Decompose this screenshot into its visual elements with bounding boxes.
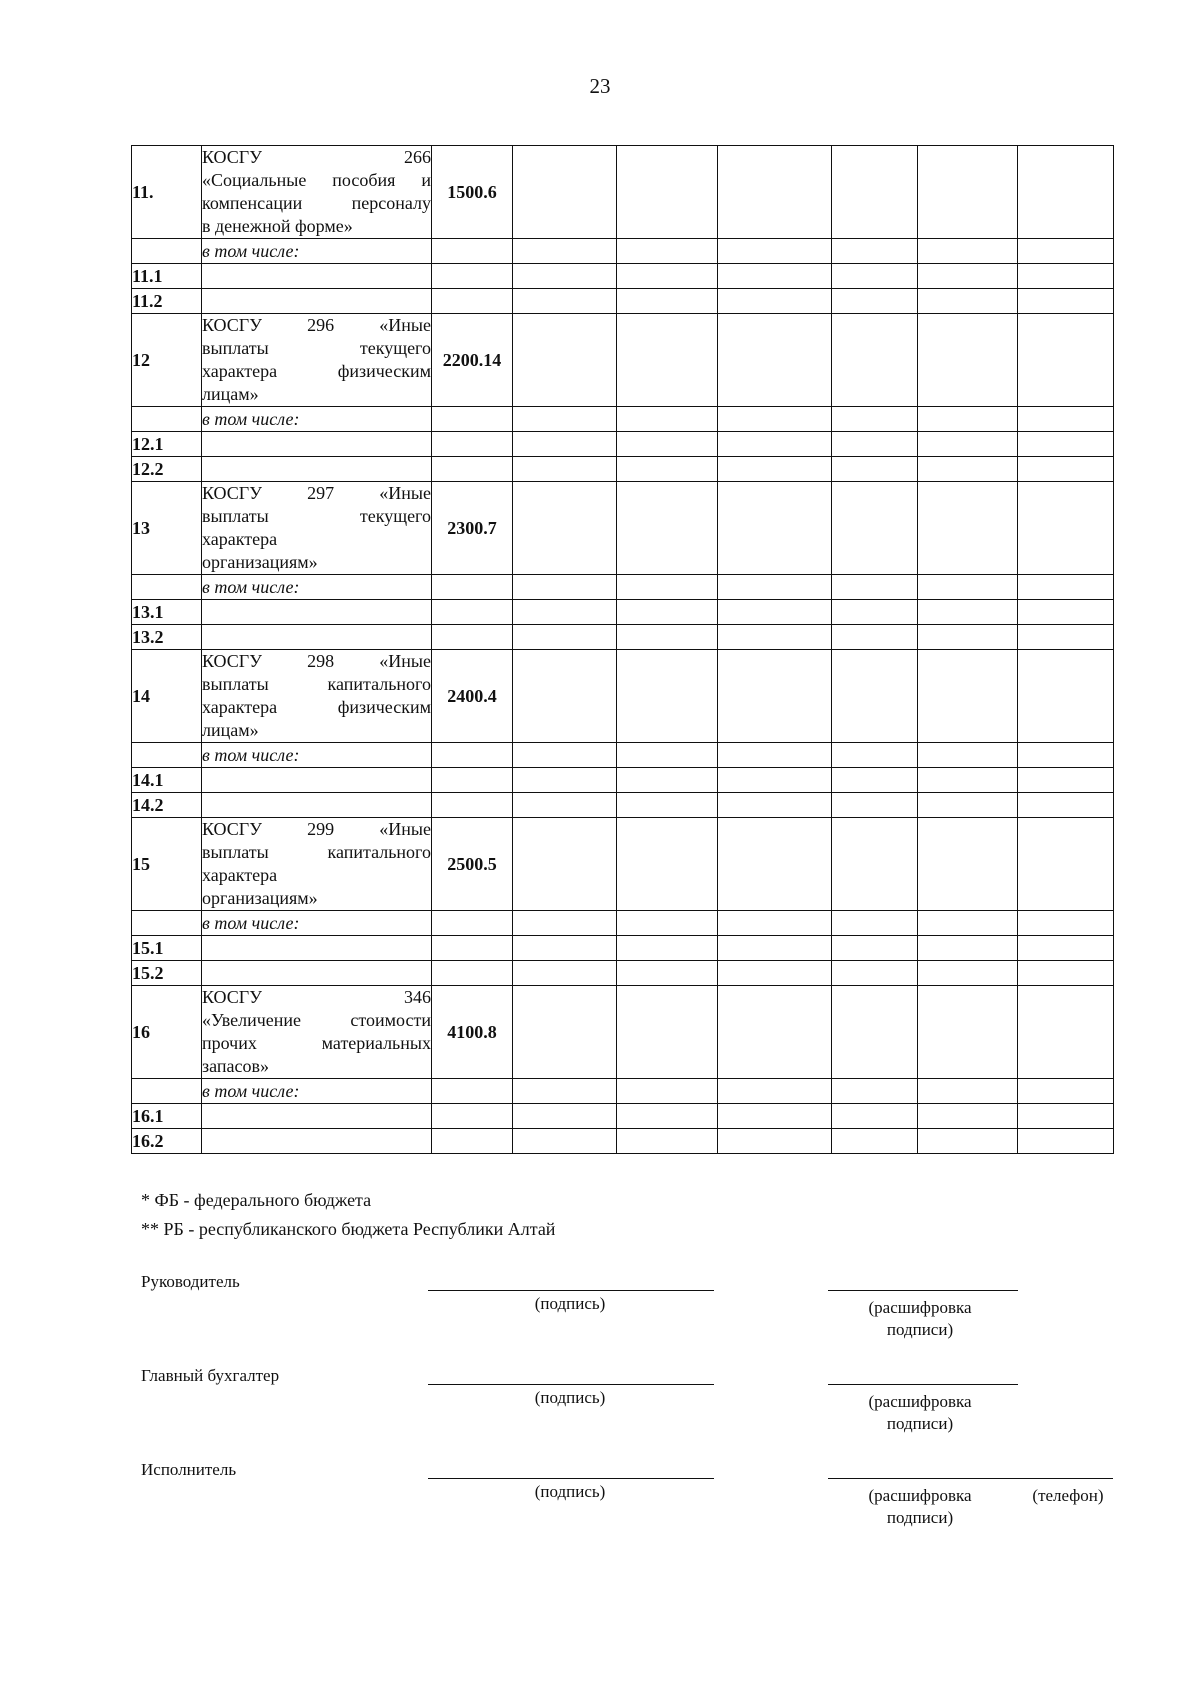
empty-cell xyxy=(513,625,617,650)
row-amount: 2300.7 xyxy=(432,482,513,575)
empty-cell xyxy=(832,457,918,482)
row-number xyxy=(132,1079,202,1104)
empty-cell xyxy=(718,146,832,239)
empty-cell xyxy=(918,793,1018,818)
row-number: 11.1 xyxy=(132,264,202,289)
empty-cell xyxy=(918,600,1018,625)
empty-cell xyxy=(832,432,918,457)
empty-cell xyxy=(513,146,617,239)
description-line: запасов» xyxy=(202,1056,269,1076)
empty-cell xyxy=(1018,793,1114,818)
row-amount xyxy=(432,793,513,818)
table-row xyxy=(132,146,1114,239)
row-number xyxy=(132,239,202,264)
table-row xyxy=(132,1129,1114,1154)
row-number: 12.1 xyxy=(132,432,202,457)
chief-accountant-decode-caption: (расшифровка подписи) xyxy=(868,1392,972,1433)
head-decode-line[interactable] xyxy=(828,1290,1018,1291)
description-line: «Социальные пособия и xyxy=(202,170,431,190)
row-amount xyxy=(432,625,513,650)
row-number xyxy=(132,407,202,432)
empty-cell xyxy=(832,1104,918,1129)
row-amount xyxy=(432,432,513,457)
empty-cell xyxy=(1018,986,1114,1079)
table-row xyxy=(132,264,1114,289)
head-signature-line[interactable] xyxy=(428,1290,714,1291)
empty-cell xyxy=(617,625,718,650)
row-description xyxy=(202,314,432,407)
page-number: 23 xyxy=(589,74,611,98)
executor-decode-caption: (расшифровка подписи) xyxy=(868,1486,972,1527)
empty-cell xyxy=(617,650,718,743)
empty-cell xyxy=(513,314,617,407)
empty-cell xyxy=(918,818,1018,911)
executor-label: Исполнитель xyxy=(141,1460,237,1479)
empty-cell xyxy=(513,911,617,936)
empty-cell xyxy=(718,1104,832,1129)
empty-cell xyxy=(832,768,918,793)
empty-cell xyxy=(918,457,1018,482)
including-label: в том числе: xyxy=(202,407,432,432)
row-amount xyxy=(432,600,513,625)
empty-cell xyxy=(718,407,832,432)
including-label: в том числе: xyxy=(202,743,432,768)
empty-cell xyxy=(832,575,918,600)
table-row xyxy=(132,961,1114,986)
empty-cell xyxy=(617,407,718,432)
empty-cell xyxy=(1018,625,1114,650)
row-description xyxy=(202,1129,432,1154)
description-line: выплаты капитального xyxy=(202,674,431,694)
empty-cell xyxy=(513,818,617,911)
empty-cell xyxy=(832,482,918,575)
table-row xyxy=(132,1079,1114,1104)
row-amount xyxy=(432,961,513,986)
empty-cell xyxy=(617,986,718,1079)
empty-cell xyxy=(1018,961,1114,986)
description-line: выплаты текущего xyxy=(202,338,431,358)
table-row xyxy=(132,314,1114,407)
description-line: характера xyxy=(202,865,278,885)
empty-cell xyxy=(832,986,918,1079)
empty-cell xyxy=(718,625,832,650)
table-body xyxy=(132,146,1114,1154)
empty-cell xyxy=(617,911,718,936)
empty-cell xyxy=(918,239,1018,264)
empty-cell xyxy=(718,743,832,768)
empty-cell xyxy=(918,314,1018,407)
empty-cell xyxy=(1018,289,1114,314)
description-line: характера физическим xyxy=(202,697,431,717)
empty-cell xyxy=(617,289,718,314)
empty-cell xyxy=(718,1079,832,1104)
empty-cell xyxy=(718,1129,832,1154)
empty-cell xyxy=(1018,1079,1114,1104)
row-number: 15.1 xyxy=(132,936,202,961)
empty-cell xyxy=(513,793,617,818)
row-number xyxy=(132,743,202,768)
empty-cell xyxy=(832,911,918,936)
empty-cell xyxy=(513,289,617,314)
empty-cell xyxy=(918,146,1018,239)
empty-cell xyxy=(832,1079,918,1104)
table-row xyxy=(132,768,1114,793)
footnotes xyxy=(141,1190,555,1248)
row-amount xyxy=(432,457,513,482)
table-row xyxy=(132,289,1114,314)
row-description xyxy=(202,961,432,986)
row-number: 16 xyxy=(132,986,202,1079)
empty-cell xyxy=(1018,936,1114,961)
table-row xyxy=(132,650,1114,743)
empty-cell xyxy=(718,264,832,289)
empty-cell xyxy=(832,264,918,289)
empty-cell xyxy=(832,1129,918,1154)
row-amount: 2400.4 xyxy=(432,650,513,743)
empty-cell xyxy=(513,936,617,961)
chief-accountant-signature-caption: (подпись) xyxy=(534,1388,606,1407)
empty-cell xyxy=(1018,650,1114,743)
empty-cell xyxy=(832,793,918,818)
empty-cell xyxy=(617,432,718,457)
table-row xyxy=(132,986,1114,1079)
row-number: 14.2 xyxy=(132,793,202,818)
executor-decode-line[interactable] xyxy=(828,1478,1113,1479)
row-amount: 1500.6 xyxy=(432,146,513,239)
empty-cell xyxy=(718,457,832,482)
executor-signature-caption: (подпись) xyxy=(534,1482,606,1501)
empty-cell xyxy=(1018,146,1114,239)
empty-cell xyxy=(617,457,718,482)
empty-cell xyxy=(513,1129,617,1154)
empty-cell xyxy=(1018,314,1114,407)
empty-cell xyxy=(918,986,1018,1079)
row-description xyxy=(202,264,432,289)
description-line: лицам» xyxy=(202,720,259,740)
empty-cell xyxy=(617,961,718,986)
description-line: прочих материальных xyxy=(202,1033,431,1053)
empty-cell xyxy=(617,239,718,264)
empty-cell xyxy=(832,289,918,314)
empty-cell xyxy=(718,650,832,743)
row-amount xyxy=(432,1079,513,1104)
empty-cell xyxy=(513,432,617,457)
empty-cell xyxy=(513,407,617,432)
table-row xyxy=(132,457,1114,482)
description-line: организациям» xyxy=(202,888,318,908)
empty-cell xyxy=(918,1104,1018,1129)
row-number: 16.2 xyxy=(132,1129,202,1154)
empty-cell xyxy=(513,650,617,743)
empty-cell xyxy=(513,1079,617,1104)
row-amount xyxy=(432,239,513,264)
description-line: КОСГУ 296 «Иные xyxy=(202,315,431,335)
description-line: КОСГУ 266 xyxy=(202,147,431,167)
empty-cell xyxy=(617,793,718,818)
empty-cell xyxy=(1018,743,1114,768)
row-description xyxy=(202,936,432,961)
row-amount xyxy=(432,289,513,314)
empty-cell xyxy=(513,482,617,575)
empty-cell xyxy=(1018,432,1114,457)
head-decode-caption: (расшифровка подписи) xyxy=(868,1298,972,1339)
empty-cell xyxy=(1018,457,1114,482)
empty-cell xyxy=(1018,1129,1114,1154)
row-number: 12 xyxy=(132,314,202,407)
table-row xyxy=(132,911,1114,936)
row-description xyxy=(202,482,432,575)
empty-cell xyxy=(832,239,918,264)
row-amount xyxy=(432,264,513,289)
empty-cell xyxy=(832,600,918,625)
empty-cell xyxy=(1018,911,1114,936)
empty-cell xyxy=(918,289,1018,314)
row-amount: 2500.5 xyxy=(432,818,513,911)
description-line: лицам» xyxy=(202,384,259,404)
empty-cell xyxy=(513,600,617,625)
row-amount xyxy=(432,575,513,600)
table-row xyxy=(132,482,1114,575)
empty-cell xyxy=(832,818,918,911)
row-description xyxy=(202,986,432,1079)
row-number: 14 xyxy=(132,650,202,743)
including-label: в том числе: xyxy=(202,1079,432,1104)
empty-cell xyxy=(918,482,1018,575)
row-amount xyxy=(432,936,513,961)
empty-cell xyxy=(718,986,832,1079)
row-number: 11. xyxy=(132,146,202,239)
row-description xyxy=(202,146,432,239)
executor-signature-line[interactable] xyxy=(428,1478,714,1479)
table-row xyxy=(132,432,1114,457)
description-line: КОСГУ 298 «Иные xyxy=(202,651,431,671)
row-description xyxy=(202,818,432,911)
table-row xyxy=(132,407,1114,432)
row-description xyxy=(202,793,432,818)
empty-cell xyxy=(1018,818,1114,911)
description-line: в денежной форме» xyxy=(202,216,353,236)
executor-phone-caption: (телефон) xyxy=(1032,1486,1104,1505)
empty-cell xyxy=(513,961,617,986)
row-number: 12.2 xyxy=(132,457,202,482)
empty-cell xyxy=(832,625,918,650)
empty-cell xyxy=(1018,768,1114,793)
row-amount: 4100.8 xyxy=(432,986,513,1079)
empty-cell xyxy=(1018,482,1114,575)
description-line: характера xyxy=(202,529,278,549)
empty-cell xyxy=(718,600,832,625)
empty-cell xyxy=(513,457,617,482)
table-row xyxy=(132,239,1114,264)
empty-cell xyxy=(617,600,718,625)
empty-cell xyxy=(1018,575,1114,600)
footnote-fb: * ФБ - федерального бюджета xyxy=(141,1190,372,1210)
empty-cell xyxy=(513,264,617,289)
row-number xyxy=(132,575,202,600)
empty-cell xyxy=(1018,239,1114,264)
table-row xyxy=(132,1104,1114,1129)
row-description xyxy=(202,289,432,314)
description-line: «Увеличение стоимости xyxy=(202,1010,431,1030)
row-amount xyxy=(432,1129,513,1154)
table-row xyxy=(132,575,1114,600)
empty-cell xyxy=(617,1129,718,1154)
empty-cell xyxy=(513,575,617,600)
empty-cell xyxy=(918,743,1018,768)
empty-cell xyxy=(918,911,1018,936)
empty-cell xyxy=(617,314,718,407)
empty-cell xyxy=(617,146,718,239)
empty-cell xyxy=(1018,407,1114,432)
row-amount xyxy=(432,911,513,936)
empty-cell xyxy=(718,314,832,407)
empty-cell xyxy=(718,818,832,911)
empty-cell xyxy=(513,1104,617,1129)
row-amount: 2200.14 xyxy=(432,314,513,407)
table-row xyxy=(132,743,1114,768)
empty-cell xyxy=(832,146,918,239)
table-row xyxy=(132,793,1114,818)
description-line: КОСГУ 297 «Иные xyxy=(202,483,431,503)
budget-table xyxy=(131,145,1114,1154)
empty-cell xyxy=(918,1129,1018,1154)
description-line: компенсации персоналу xyxy=(202,193,431,213)
empty-cell xyxy=(718,936,832,961)
empty-cell xyxy=(718,482,832,575)
row-description xyxy=(202,650,432,743)
table-row xyxy=(132,818,1114,911)
empty-cell xyxy=(617,743,718,768)
row-number: 11.2 xyxy=(132,289,202,314)
empty-cell xyxy=(832,743,918,768)
row-number: 13 xyxy=(132,482,202,575)
empty-cell xyxy=(718,768,832,793)
row-number: 13.2 xyxy=(132,625,202,650)
empty-cell xyxy=(832,936,918,961)
empty-cell xyxy=(918,768,1018,793)
empty-cell xyxy=(918,407,1018,432)
footnote-rb: ** РБ - республиканского бюджета Республики Алтай xyxy=(141,1219,556,1239)
row-amount xyxy=(432,407,513,432)
empty-cell xyxy=(513,768,617,793)
empty-cell xyxy=(832,314,918,407)
empty-cell xyxy=(1018,600,1114,625)
head-label: Руководитель xyxy=(141,1272,240,1291)
table-row xyxy=(132,600,1114,625)
empty-cell xyxy=(918,1079,1018,1104)
row-description xyxy=(202,625,432,650)
including-label: в том числе: xyxy=(202,911,432,936)
description-line: характера физическим xyxy=(202,361,431,381)
empty-cell xyxy=(718,289,832,314)
table-row xyxy=(132,936,1114,961)
empty-cell xyxy=(718,432,832,457)
description-line: организациям» xyxy=(202,552,318,572)
empty-cell xyxy=(617,482,718,575)
head-signature-caption: (подпись) xyxy=(534,1294,606,1313)
empty-cell xyxy=(918,432,1018,457)
empty-cell xyxy=(617,818,718,911)
description-line: выплаты капитального xyxy=(202,842,431,862)
empty-cell xyxy=(513,743,617,768)
empty-cell xyxy=(918,936,1018,961)
row-number: 13.1 xyxy=(132,600,202,625)
row-description xyxy=(202,768,432,793)
empty-cell xyxy=(718,793,832,818)
empty-cell xyxy=(832,650,918,743)
row-description xyxy=(202,457,432,482)
empty-cell xyxy=(832,407,918,432)
table-row xyxy=(132,625,1114,650)
empty-cell xyxy=(617,768,718,793)
row-number: 15.2 xyxy=(132,961,202,986)
empty-cell xyxy=(918,961,1018,986)
description-line: КОСГУ 299 «Иные xyxy=(202,819,431,839)
row-number: 16.1 xyxy=(132,1104,202,1129)
row-description xyxy=(202,432,432,457)
empty-cell xyxy=(918,264,1018,289)
including-label: в том числе: xyxy=(202,575,432,600)
empty-cell xyxy=(617,264,718,289)
row-number: 14.1 xyxy=(132,768,202,793)
including-label: в том числе: xyxy=(202,239,432,264)
chief-accountant-signature-line[interactable] xyxy=(428,1384,714,1385)
empty-cell xyxy=(832,961,918,986)
empty-cell xyxy=(918,650,1018,743)
empty-cell xyxy=(617,1079,718,1104)
row-number: 15 xyxy=(132,818,202,911)
empty-cell xyxy=(617,1104,718,1129)
empty-cell xyxy=(513,239,617,264)
empty-cell xyxy=(617,575,718,600)
empty-cell xyxy=(918,625,1018,650)
empty-cell xyxy=(617,936,718,961)
row-amount xyxy=(432,1104,513,1129)
chief-accountant-label: Главный бухгалтер xyxy=(141,1366,280,1385)
description-line: выплаты текущего xyxy=(202,506,431,526)
empty-cell xyxy=(718,575,832,600)
empty-cell xyxy=(513,986,617,1079)
empty-cell xyxy=(918,575,1018,600)
empty-cell xyxy=(1018,264,1114,289)
row-description xyxy=(202,1104,432,1129)
empty-cell xyxy=(1018,1104,1114,1129)
row-number xyxy=(132,911,202,936)
row-amount xyxy=(432,743,513,768)
description-line: КОСГУ 346 xyxy=(202,987,431,1007)
empty-cell xyxy=(718,961,832,986)
row-description xyxy=(202,600,432,625)
row-amount xyxy=(432,768,513,793)
empty-cell xyxy=(718,239,832,264)
chief-accountant-decode-line[interactable] xyxy=(828,1384,1018,1385)
empty-cell xyxy=(718,911,832,936)
